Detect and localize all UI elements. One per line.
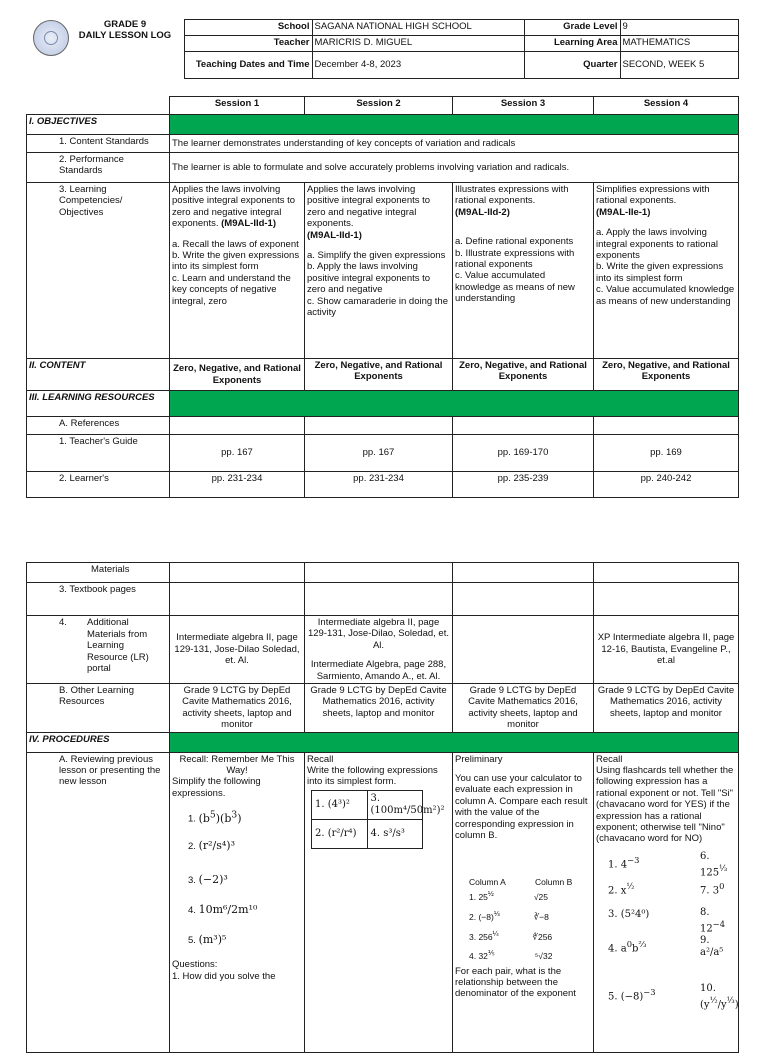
- s2-recall-title: Recall: [307, 753, 334, 765]
- school-value: SAGANA NATIONAL HIGH SCHOOL: [312, 20, 524, 36]
- competencies-session-2: [305, 183, 453, 359]
- additional-num: 4.: [59, 617, 67, 628]
- competencies-session-4: [594, 183, 739, 359]
- additional-session-4: XP Intermediate algebra II, page 12-16, Bautista, Evangeline P., et.al: [594, 616, 739, 684]
- s3-code: (M9AL-IId-2): [455, 206, 510, 218]
- learning-area-label: Learning Area: [524, 36, 620, 52]
- other-session-1: Grade 9 LCTG by DepEd Cavite Mathematics 2016, activity sheets, laptop and monitor: [170, 684, 305, 733]
- session-2-header: Session 2: [305, 97, 453, 115]
- s3-column-a: Column A: [469, 877, 506, 888]
- procedure-session-1: [170, 752, 305, 1052]
- s2-expr-2: 2. (r²/r⁴): [312, 819, 368, 848]
- procedure-session-3: [453, 752, 594, 1052]
- tg-session-4: pp. 169: [594, 435, 739, 472]
- competencies-session-1: [170, 183, 305, 359]
- s4-recall-title: Recall: [596, 753, 623, 765]
- additional-session-2: [305, 616, 453, 684]
- competencies-label: 3. Learning Competencies/ Objectives: [27, 183, 170, 359]
- teachers-guide-label: 1. Teacher's Guide: [27, 435, 170, 472]
- lm-session-1: pp. 231-234: [170, 472, 305, 498]
- additional-text: Additional Materials from Learning Resource (LR) portal: [87, 617, 149, 674]
- school-label: School: [184, 20, 312, 36]
- s1-obj-a: a. Recall the laws of exponent: [172, 238, 299, 250]
- s2-obj-a: a. Simplify the given expressions: [307, 249, 446, 261]
- session-4-header: Session 4: [594, 97, 739, 115]
- s1-question-1: 1. How did you solve the: [172, 970, 276, 982]
- session-1-header: Session 1: [170, 97, 305, 115]
- procedure-session-2: [305, 752, 453, 1052]
- s3-columns-header: [455, 877, 591, 887]
- s1-questions-label: Questions:: [172, 959, 218, 971]
- tg-session-1: pp. 167: [170, 435, 305, 472]
- s2-obj-b: b. Apply the laws involving positive integral exponents to zero and negative: [307, 261, 431, 296]
- reviewing-label: A. Reviewing previous lesson or presenting the new lesson: [27, 752, 170, 1052]
- additional-session-1: Intermediate algebra II, page 129-131, Jose-Dilao Soledad, et. Al.: [170, 616, 305, 684]
- other-session-3: Grade 9 LCTG by DepEd Cavite Mathematics 2016, activity sheets, laptop and monitor: [453, 684, 594, 733]
- lm-session-3: pp. 235-239: [453, 472, 594, 498]
- performance-standards-label: 2. Performance Standards: [27, 153, 170, 183]
- s2-expr-1: 1. (4³)²: [312, 790, 368, 819]
- performance-standards-text: The learner is able to formulate and solve accurately problems involving variation and radicals.: [170, 153, 739, 183]
- s2-expr-3: 3. (100m⁴/50m²)²: [367, 790, 423, 819]
- s3-intro: Illustrates expressions with rational exponents.: [455, 184, 569, 207]
- s1-recall-title: Recall: Remember Me This Way!: [179, 753, 295, 776]
- content-session-1: Zero, Negative, and Rational Exponents: [170, 359, 305, 391]
- learners-label: 2. Learner's: [27, 472, 170, 498]
- s2-expression-grid: [311, 790, 445, 849]
- s3-obj-b: b. Illustrate expressions with rational exponents: [455, 247, 575, 270]
- s3-obj-a: a. Define rational exponents: [455, 236, 574, 248]
- s4-code: (M9AL-IIe-1): [596, 206, 651, 218]
- s1-expr-3: (−2)³: [198, 873, 228, 887]
- s1-instruction: Simplify the following expressions.: [172, 776, 261, 799]
- content-session-2: Zero, Negative, and Rational Exponents: [305, 359, 453, 391]
- s4-flashcard-expressions: 1. $4^{-3}$ 6. $125^{\frac{1}{3}}$ 2. $x^{\frac{1}{2}}$ 7. $3^0$ 3. (5²4⁰) 8. $12^{-4}$ 4. $a^0b^{\frac{2}{3}}$ 9. a²/a⁵ 5. $(-8)^{-3}$ 10. $(y^{\frac{1}{2}}/y^{\frac{1}{3}})$: [608, 850, 739, 1011]
- s1-item-2-num: 2.: [188, 841, 196, 853]
- s3-instruction: You can use your calculator to evaluate each expression in column A. Compare each result with the value of the corresponding expression in column B.: [455, 772, 588, 841]
- s1-expression-list: [172, 809, 302, 959]
- s1-item-4-num: 4.: [188, 905, 196, 917]
- title-grade: GRADE 9: [103, 19, 147, 30]
- s3-column-values: 1. $25^{\frac{1}{2}}$ √25 2. $(-8)^{\frac{1}{3}}$ ∛−8 3. $256^{\frac{1}{4}}$ ∜256 4. $32^{\frac{1}{5}}$ ⁵√32: [469, 890, 553, 961]
- teacher-value: MARICRIS D. MIGUEL: [312, 36, 524, 52]
- teacher-label: Teacher: [184, 36, 312, 52]
- s1-obj-c: c. Learn and understand the key concepts of negative integral, zero: [172, 272, 291, 307]
- s1-code: (M9AL-IId-1): [221, 218, 277, 230]
- content-standards-label: 1. Content Standards: [27, 135, 170, 153]
- s4-obj-c: c. Value accumulated knowledge as means of new understanding: [596, 284, 735, 307]
- s1-item-3-num: 3.: [188, 875, 196, 887]
- content-session-4: Zero, Negative, and Rational Exponents: [594, 359, 739, 391]
- s1-obj-b: b. Write the given expressions into its simplest form: [172, 249, 300, 273]
- header-info-table: [26, 19, 739, 79]
- dates-value: December 4-8, 2023: [312, 52, 524, 79]
- additional-s2-b: Intermediate Algebra, page 288, Sarmiento, Amando A., et. Al.: [310, 659, 447, 682]
- s1-expr-5: (m³)⁵: [198, 933, 227, 947]
- objectives-green-bar: [170, 115, 739, 135]
- additional-materials-label: [27, 616, 170, 684]
- references-label: A. References: [27, 417, 170, 435]
- s4-instruction: Using flashcards tell whether the following expression has a rational exponent or not. Tell "Si" (chavacano word for YES) if the expression has a rational exponent; otherwise tell "Nino" (chavacano word for NO): [596, 764, 734, 845]
- lesson-table-part2: [26, 562, 739, 1053]
- s1-item-5-num: 5.: [188, 935, 196, 947]
- additional-s2-a: Intermediate algebra II, page 129-131, Jose-Dilao, Soledad, et. Al.: [307, 617, 449, 651]
- materials-label: Materials: [27, 563, 170, 583]
- tg-session-2: pp. 167: [305, 435, 453, 472]
- procedures-green-bar: [170, 732, 739, 752]
- content-session-3: Zero, Negative, and Rational Exponents: [453, 359, 594, 391]
- quarter-value: SECOND, WEEK 5: [620, 52, 738, 79]
- dates-label: Teaching Dates and Time: [184, 52, 312, 79]
- s2-intro: Applies the laws involving positive integral exponents to zero and negative integral exponents.: [307, 184, 431, 230]
- content-standards-text: The learner demonstrates understanding of key concepts of variation and radicals: [170, 135, 739, 153]
- content-heading: II. CONTENT: [27, 359, 170, 391]
- s2-expr-4: 4. s³/s³: [367, 819, 423, 848]
- s2-obj-c: c. Show camaraderie in doing the activity: [307, 295, 448, 318]
- resources-green-bar: [170, 391, 739, 417]
- other-session-4: Grade 9 LCTG by DepEd Cavite Mathematics 2016, activity sheets, laptop and monitor: [594, 684, 739, 733]
- learning-area-value: MATHEMATICS: [620, 36, 738, 52]
- s1-expr-4: 10m⁶/2m¹⁰: [198, 903, 258, 917]
- learning-resources-heading: III. LEARNING RESOURCES: [27, 391, 170, 417]
- s1-intro: Applies the laws involving positive integral exponents to zero and negative integral exponents.: [172, 184, 296, 230]
- s4-obj-b: b. Write the given expressions into its simplest form: [596, 261, 724, 284]
- competencies-session-3: [453, 183, 594, 359]
- procedure-session-4: [594, 752, 739, 1052]
- s2-instruction: Write the following expressions into its simplest form.: [307, 764, 438, 788]
- lm-session-4: pp. 240-242: [594, 472, 739, 498]
- lesson-table-part1: [26, 96, 739, 498]
- s3-obj-c: c. Value accumulated knowledge as means of new understanding: [455, 270, 575, 305]
- tg-session-3: pp. 169-170: [453, 435, 594, 472]
- s1-item-1-num: 1.: [188, 813, 196, 825]
- s4-obj-a: a. Apply the laws involving integral exponents to rational exponents: [596, 227, 718, 261]
- grade-level-label: Grade Level: [524, 20, 620, 36]
- s3-column-b: Column B: [535, 877, 573, 888]
- s1-expr-1: $(b^5)(b^3)$: [198, 809, 242, 825]
- quarter-label: Quarter: [524, 52, 620, 79]
- textbook-pages-label: 3. Textbook pages: [27, 583, 170, 616]
- s3-preliminary-title: Preliminary: [455, 753, 503, 765]
- s3-question: For each pair, what is the relationship between the denominator of the exponent: [455, 965, 576, 1000]
- session-3-header: Session 3: [453, 97, 594, 115]
- lm-session-2: pp. 231-234: [305, 472, 453, 498]
- other-session-2: Grade 9 LCTG by DepEd Cavite Mathematics 2016, activity sheets, laptop and monitor: [305, 684, 453, 733]
- procedures-heading: IV. PROCEDURES: [27, 732, 170, 752]
- s2-code: (M9AL-IId-1): [307, 229, 362, 241]
- objectives-heading: I. OBJECTIVES: [27, 115, 170, 135]
- other-resources-label: B. Other Learning Resources: [27, 684, 170, 733]
- s1-expr-2: (r²/s⁴)³: [198, 839, 235, 853]
- grade-level-value: 9: [620, 20, 738, 36]
- title-dll: DAILY LESSON LOG: [78, 29, 172, 41]
- s4-intro: Simplifies expressions with rational exponents.: [596, 184, 710, 207]
